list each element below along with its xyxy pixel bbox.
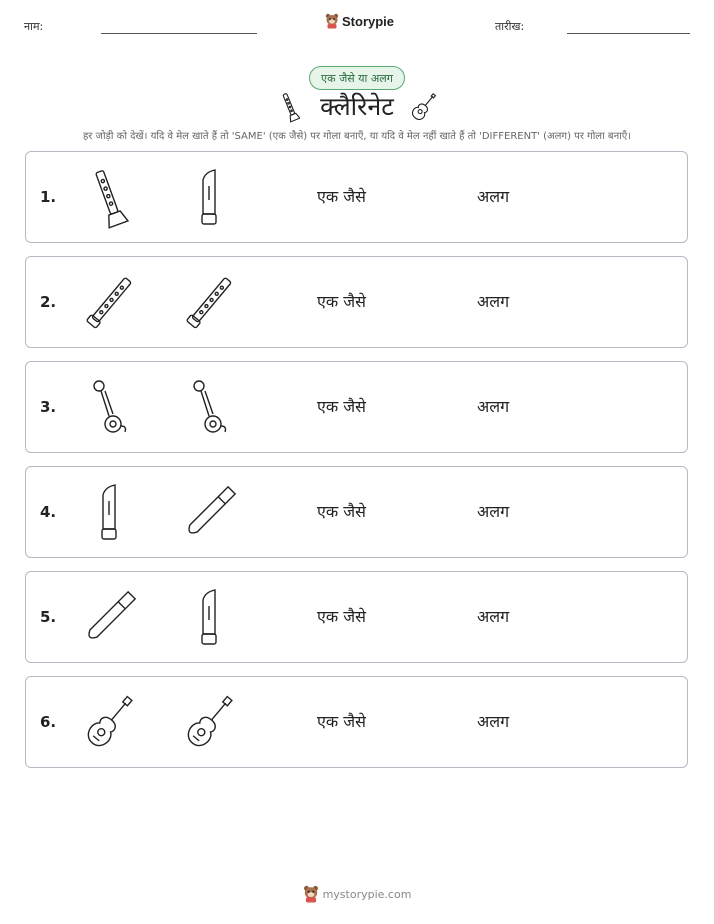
mouthpiece-icon xyxy=(81,481,137,545)
question-row-2 xyxy=(25,256,688,348)
reed-icon xyxy=(181,481,237,545)
option-same[interactable]: एक जैसे xyxy=(317,502,366,521)
brand-name: Storypie xyxy=(342,13,395,29)
worksheet-type-badge: एक जैसे या अलग xyxy=(309,66,405,90)
question-number: 5. xyxy=(40,608,57,626)
option-different[interactable]: अलग xyxy=(477,607,510,626)
option-same[interactable]: एक जैसे xyxy=(317,607,366,626)
flute-icon xyxy=(81,271,137,335)
option-different[interactable]: अलग xyxy=(477,292,510,311)
date-line[interactable] xyxy=(567,33,690,34)
guitar-icon xyxy=(181,691,237,755)
ligature-key-icon xyxy=(181,376,237,440)
footer xyxy=(0,885,714,903)
instructions-text: हर जोड़ी को देखें। यदि वे मेल खाते हैं तो 'SAME' (एक जैसे) पर गोला बनाएँ, या यदि वे मेल नहीं खाते हैं तो 'DIFFERENT' (अलग) पर गोला बनाएँ। xyxy=(82,131,632,142)
mouthpiece-icon xyxy=(181,166,237,230)
option-same[interactable]: एक जैसे xyxy=(317,397,366,416)
question-row-4 xyxy=(25,466,688,558)
flute-icon xyxy=(181,271,237,335)
name-line[interactable] xyxy=(101,33,257,34)
option-same[interactable]: एक जैसे xyxy=(317,292,366,311)
clarinet-icon xyxy=(81,166,137,230)
option-different[interactable]: अलग xyxy=(477,712,510,731)
question-row-3 xyxy=(25,361,688,453)
question-row-1 xyxy=(25,151,688,243)
question-row-5 xyxy=(25,571,688,663)
date-label: तारीख: xyxy=(495,20,525,33)
option-different[interactable]: अलग xyxy=(477,397,510,416)
mouthpiece-icon xyxy=(181,586,237,650)
storypie-mascot-icon xyxy=(303,885,319,903)
question-number: 3. xyxy=(40,398,57,416)
guitar-icon xyxy=(410,91,438,123)
ligature-key-icon xyxy=(81,376,137,440)
option-different[interactable]: अलग xyxy=(477,187,510,206)
page-title: क्लैरिनेट xyxy=(320,92,394,121)
question-row-6 xyxy=(25,676,688,768)
option-same[interactable]: एक जैसे xyxy=(317,187,366,206)
question-number: 1. xyxy=(40,188,57,206)
name-label: नाम: xyxy=(24,20,44,33)
option-same[interactable]: एक जैसे xyxy=(317,712,366,731)
storypie-mascot-icon xyxy=(325,13,339,29)
reed-icon xyxy=(81,586,137,650)
guitar-icon xyxy=(81,691,137,755)
question-number: 2. xyxy=(40,293,57,311)
brand-logo xyxy=(325,13,394,29)
question-number: 4. xyxy=(40,503,57,521)
footer-url[interactable]: mystorypie.com xyxy=(322,887,412,901)
option-different[interactable]: अलग xyxy=(477,502,510,521)
question-number: 6. xyxy=(40,713,57,731)
